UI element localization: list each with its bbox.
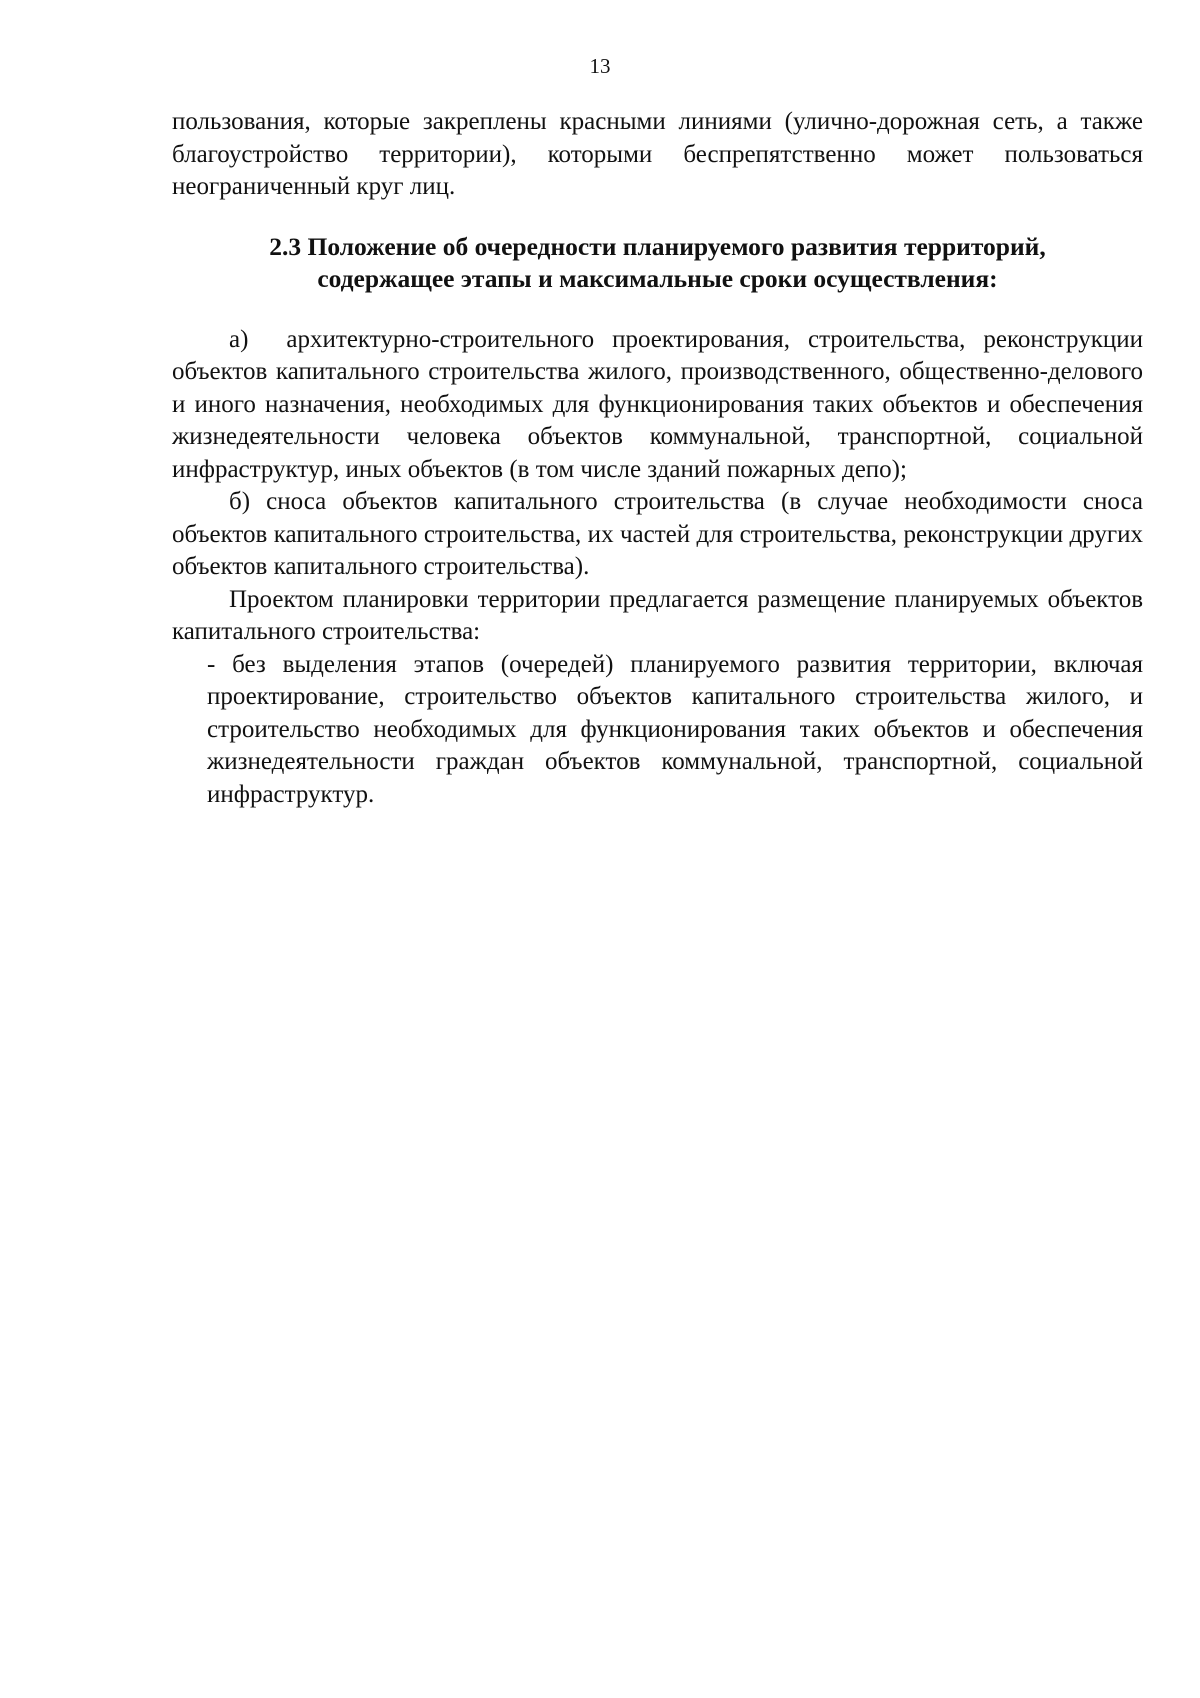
project-paragraph: Проектом планировки территории предлагается размещение планируемых объектов капитального строительства: <box>172 585 1143 645</box>
list-item-a <box>172 324 1143 487</box>
document-body <box>172 106 1143 811</box>
list-item-b: б) сноса объектов капитального строительства (в случае необходимости сноса объектов капитального строительства, их частей для строительства, реконструкции других объектов капитального строительства). <box>172 488 1143 580</box>
section-heading-line-2: содержащее этапы и максимальные сроки осуществления: <box>317 264 998 293</box>
section-heading <box>172 231 1143 296</box>
section-heading-line-1: 2.3 Положение об очередности планируемого развития территорий, <box>269 231 1046 261</box>
dash-list-item: - без выделения этапов (очередей) планируемого развития территории, включая проектирование, строительство объектов капитального строительства жилого, и строительство необходимых для функционирования таких объектов и обеспечения жизнедеятельности граждан объектов коммунальной, транспортной, социальной инфраструктур. <box>207 650 1143 808</box>
page-number: 13 <box>589 54 611 78</box>
list-item-a-marker: а) <box>229 325 249 353</box>
intro-paragraph: пользования, которые закреплены красными линиями (улично-дорожная сеть, а также благоустройство территории), которыми беспрепятственно может пользоваться неограниченный круг лиц. <box>172 108 1143 200</box>
list-item-a-text: архитектурно-строительного проектирования, строительства, реконструкции объектов капитального строительства жилого, производственного, общественно-делового и иного назначения, необходимых для функционирования таких объектов и обеспечения жизнедеятельности человека объектов коммунальной, транспортной, социальной инфраструктур, иных объектов (в том числе зданий пожарных депо); <box>172 325 1143 483</box>
